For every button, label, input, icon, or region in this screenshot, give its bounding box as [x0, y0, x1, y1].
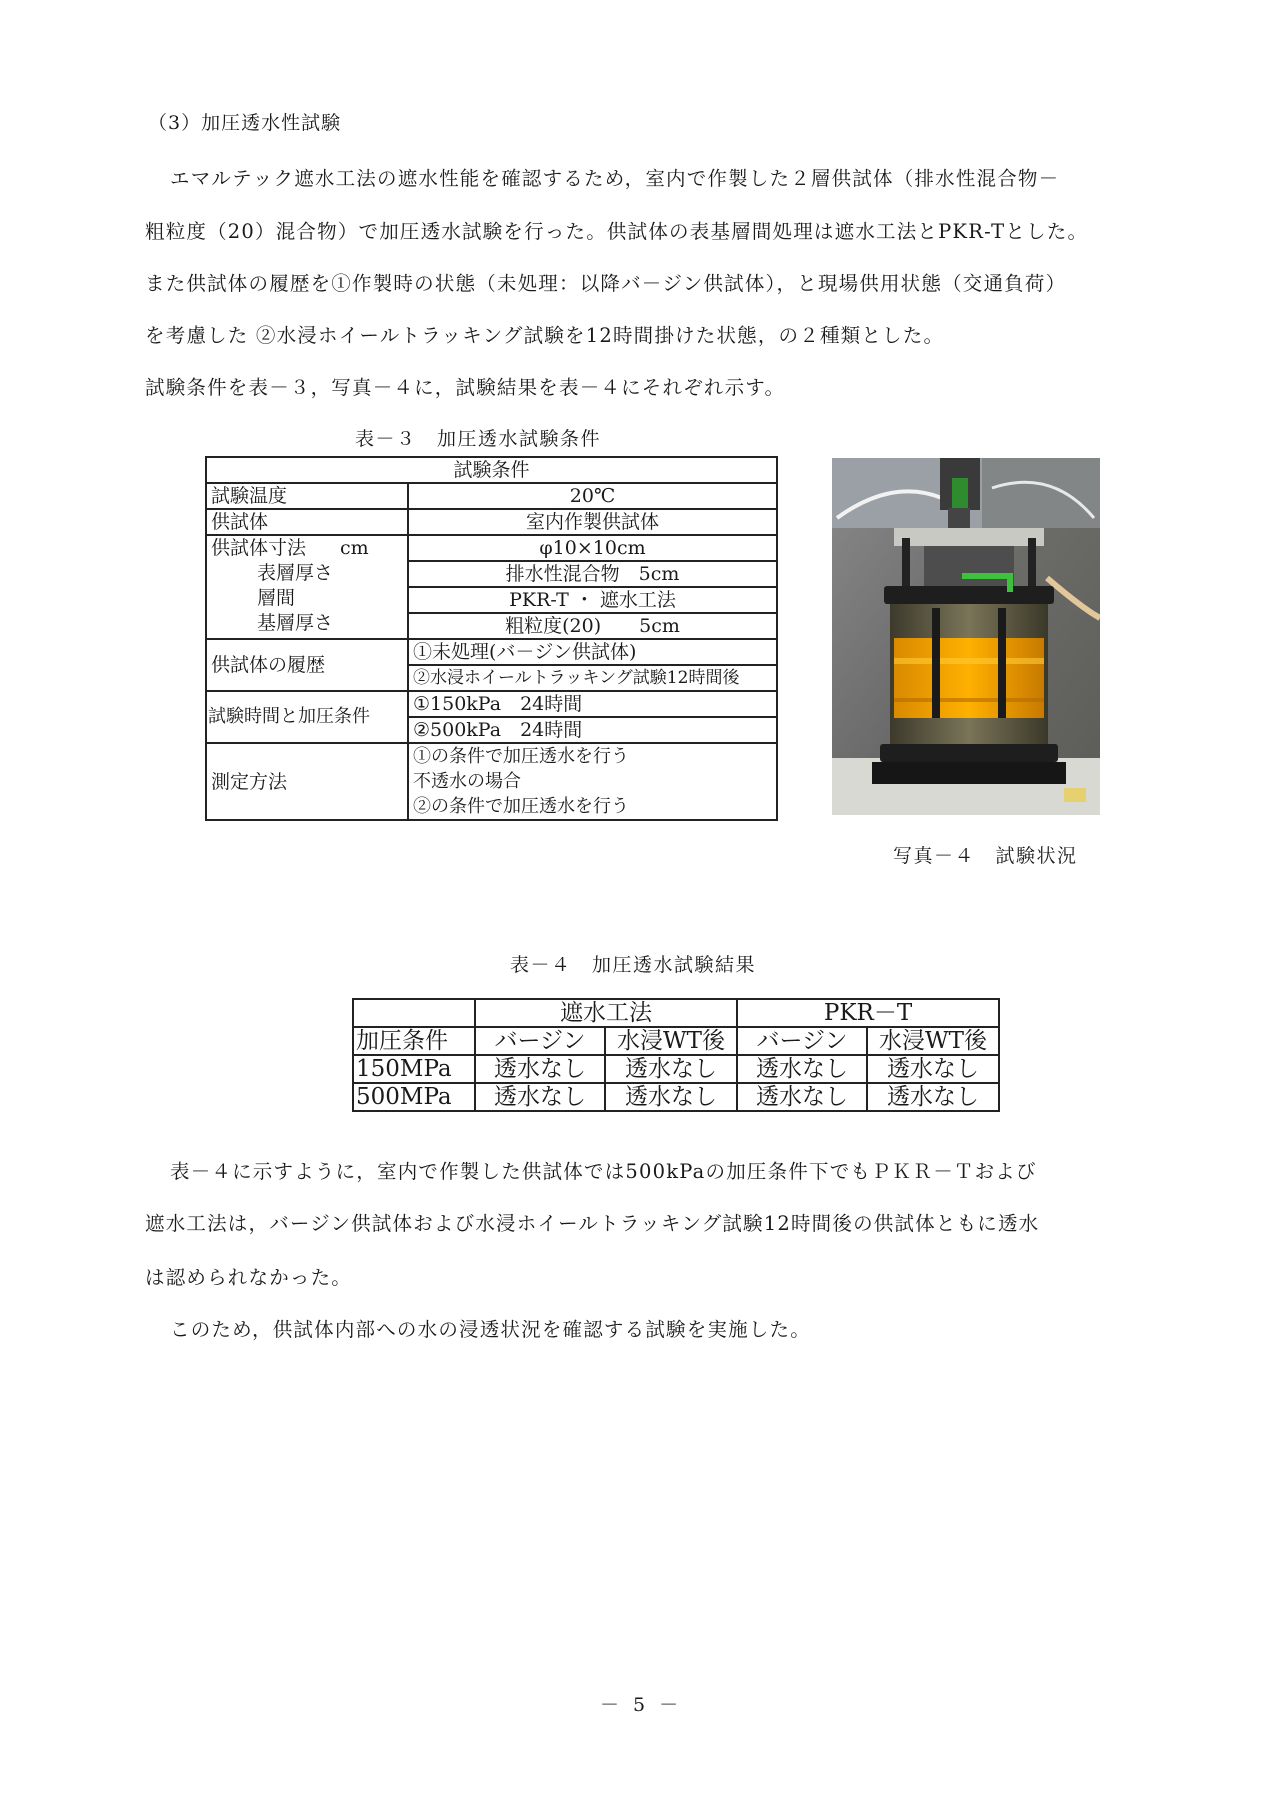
test-apparatus-photo — [832, 458, 1100, 815]
test-results-table — [352, 998, 1000, 1112]
subheader: バージン — [737, 1027, 867, 1055]
result-cell: 透水なし — [605, 1055, 737, 1083]
result-cell: 透水なし — [867, 1055, 999, 1083]
row-header-label: 加圧条件 — [353, 1027, 475, 1055]
group-header-shasui: 遮水工法 — [475, 999, 737, 1027]
paragraph-line: を考慮した ②水浸ホイールトラッキング試験を12時間掛けた状態，の２種類とした。 — [145, 324, 945, 347]
section-heading: （3）加圧透水性試験 — [148, 112, 342, 134]
result-cell: 透水なし — [475, 1055, 605, 1083]
method-value-3: ②の条件で加圧透水を行う — [413, 796, 629, 817]
paragraph-line: また供試体の履歴を①作製時の状態（未処理：以降バ－ジン供試体），と現場供用状態（交通負荷） — [145, 272, 1067, 295]
table4-caption: 表－４ 加圧透水試験結果 — [510, 954, 757, 976]
paragraph-line: このため，供試体内部への水の浸透状況を確認する試験を実施した。 — [170, 1318, 811, 1341]
table3-header: 試験条件 — [206, 457, 777, 483]
specimen-label: 供試体 — [206, 509, 408, 535]
method-value-2: 不透水の場合 — [413, 771, 521, 792]
dim-label: 供試体寸法 — [211, 537, 307, 559]
dimension-label-cell — [206, 535, 408, 639]
interlayer-label: 層間 — [257, 587, 296, 609]
base-label: 基層厚さ — [257, 612, 334, 634]
paragraph-line: エマルテック遮水工法の遮水性能を確認するため，室内で作製した２層供試体（排水性混合物－ — [170, 167, 1060, 190]
dim-unit: cm — [340, 537, 369, 559]
result-cell: 透水なし — [737, 1055, 867, 1083]
table-row — [353, 1083, 999, 1111]
specimen-value: 室内作製供試体 — [408, 509, 777, 535]
method-value-1: ①の条件で加圧透水を行う — [413, 746, 629, 767]
page-number: － 5 － — [600, 1694, 683, 1716]
base-value: 粗粒度(20) 5cm — [408, 613, 777, 639]
history-value-2: ②水浸ホイールトラッキング試験12時間後 — [408, 665, 777, 691]
history-label: 供試体の履歴 — [206, 639, 408, 691]
dim-value: φ10×10cm — [408, 535, 777, 561]
condition-cell: 500MPa — [353, 1083, 475, 1111]
result-cell: 透水なし — [867, 1083, 999, 1111]
photo-caption: 写真－４ 試験状況 — [893, 845, 1078, 867]
paragraph-line: 試験条件を表－３，写真－４に，試験結果を表－４にそれぞれ示す。 — [145, 376, 786, 399]
table3-caption: 表－３ 加圧透水試験条件 — [355, 428, 602, 450]
test-conditions-table — [205, 456, 778, 821]
interlayer-value: PKR-T ・ 遮水工法 — [408, 587, 777, 613]
method-label: 測定方法 — [206, 743, 408, 820]
method-value-cell — [408, 743, 777, 820]
time-label: 試験時間と加圧条件 — [206, 691, 408, 743]
time-value-1: ①150kPa 24時間 — [408, 691, 777, 717]
subheader: バージン — [475, 1027, 605, 1055]
surface-value: 排水性混合物 5cm — [408, 561, 777, 587]
group-header-pkrt: PKR－T — [737, 999, 999, 1027]
paragraph-line: 表－４に示すように，室内で作製した供試体では500kPaの加圧条件下でもＰＫＲ－Ｔおよび — [170, 1160, 1037, 1183]
condition-cell: 150MPa — [353, 1055, 475, 1083]
result-cell: 透水なし — [605, 1083, 737, 1111]
temp-label: 試験温度 — [206, 483, 408, 509]
apparatus-illustration — [832, 458, 1100, 815]
time-value-2: ②500kPa 24時間 — [408, 717, 777, 743]
temp-value: 20℃ — [408, 483, 777, 509]
surface-label: 表層厚さ — [257, 562, 334, 584]
result-cell: 透水なし — [737, 1083, 867, 1111]
table-row — [353, 1055, 999, 1083]
subheader: 水浸WT後 — [605, 1027, 737, 1055]
results-corner-cell — [353, 999, 475, 1027]
history-value-1: ①未処理(バ－ジン供試体) — [408, 639, 777, 665]
paragraph-line: 粗粒度（20）混合物）で加圧透水試験を行った。供試体の表基層間処理は遮水工法とPKR-Tとした。 — [145, 220, 1089, 243]
paragraph-line: 遮水工法は，バージン供試体および水浸ホイールトラッキング試験12時間後の供試体ともに透水 — [145, 1212, 1040, 1235]
paragraph-line: は認められなかった。 — [145, 1266, 353, 1289]
result-cell: 透水なし — [475, 1083, 605, 1111]
subheader: 水浸WT後 — [867, 1027, 999, 1055]
